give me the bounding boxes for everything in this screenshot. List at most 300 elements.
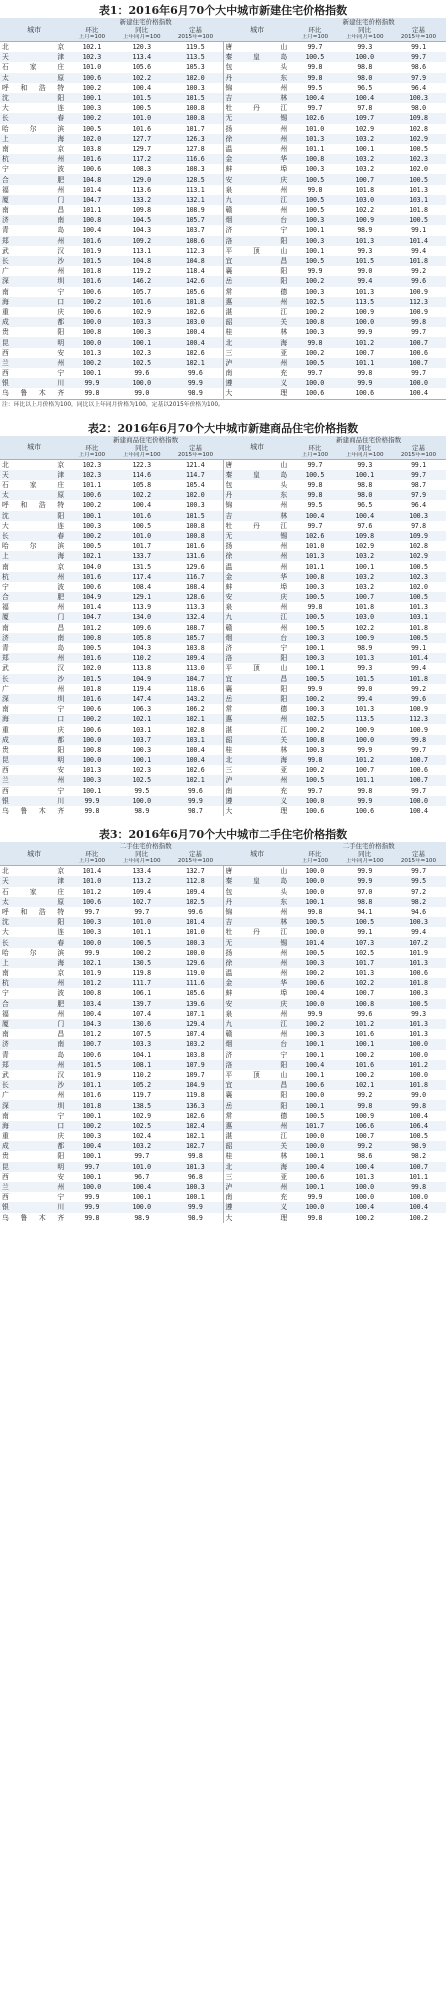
header-group-left: 新建商品住宅价格指数: [68, 436, 223, 444]
index-value-cell: 100.0: [115, 796, 167, 806]
index-value-cell: 99.3: [411, 1009, 426, 1018]
table-row: [0, 490, 446, 500]
city-name-cell: 上 海: [0, 134, 68, 144]
index-value-cell: 100.5: [305, 206, 324, 215]
index-value-cell: 99.3: [357, 246, 372, 255]
city-name-cell: 徐 州: [223, 958, 291, 968]
index-value-cell: 100.3: [305, 582, 324, 591]
index-value-cell: 109.8: [338, 531, 390, 541]
index-value-cell: 103.2: [168, 1039, 223, 1049]
city-name-cell: 呼和浩特: [2, 83, 65, 92]
city-name-cell: 赣 州: [223, 623, 291, 633]
index-value-cell: 100.9: [409, 725, 428, 734]
city-name-cell: 北 京: [2, 460, 65, 469]
index-value-cell: 99.3: [357, 460, 373, 469]
city-name-cell: 惠 州: [223, 714, 291, 724]
table-row: [0, 937, 446, 947]
table-row: [0, 927, 446, 937]
index-value-cell: 100.2: [68, 358, 115, 368]
index-value-cell: 104.7: [68, 195, 115, 205]
index-value-cell: 101.1: [338, 358, 390, 368]
index-value-cell: 132.4: [168, 612, 223, 622]
city-name-cell: 丹 东: [223, 897, 291, 907]
index-value-cell: 119.7: [132, 1091, 151, 1100]
city-name-cell: 三 亚: [223, 348, 291, 358]
table-row: [0, 745, 446, 755]
index-value-cell: 96.4: [411, 83, 426, 92]
index-value-cell: 100.9: [338, 633, 390, 643]
index-value-cell: 102.1: [168, 775, 223, 785]
index-value-cell: 143.2: [168, 694, 223, 704]
city-name-cell: 蚌 埠: [223, 988, 291, 998]
table-row: [0, 1019, 446, 1029]
table-row: [0, 103, 446, 113]
index-value-cell: 104.8: [115, 256, 167, 266]
city-name-cell: 泸 州: [223, 775, 291, 785]
index-value-cell: 98.9: [391, 1141, 446, 1151]
index-value-cell: 100.3: [291, 215, 338, 225]
index-value-cell: 102.5: [115, 775, 167, 785]
city-name-cell: 牡丹江: [223, 521, 291, 531]
index-value-cell: 100.5: [291, 775, 338, 785]
table-row: [0, 735, 446, 745]
index-value-cell: 139.7: [115, 999, 167, 1009]
index-value-cell: 101.4: [82, 867, 101, 876]
index-value-cell: 102.5: [115, 1121, 167, 1131]
index-value-cell: 104.5: [115, 215, 167, 225]
block-gap: [0, 1223, 446, 1231]
city-name-cell: 太 原: [0, 897, 68, 907]
header-db: 定基: [168, 26, 223, 34]
city-name-cell: 襄 阳: [223, 266, 291, 276]
index-value-cell: 113.4: [115, 52, 167, 62]
index-value-cell: 99.7: [307, 369, 323, 378]
index-value-cell: 100.7: [391, 358, 446, 368]
index-value-cell: 101.1: [82, 481, 101, 490]
index-value-cell: 100.3: [82, 928, 101, 937]
index-value-cell: 104.8: [68, 174, 115, 184]
index-value-cell: 100.5: [132, 104, 151, 113]
index-value-cell: 129.4: [168, 1019, 223, 1029]
table-row: [0, 684, 446, 694]
index-value-cell: 101.2: [338, 1019, 390, 1029]
index-value-cell: 100.9: [409, 705, 428, 714]
index-value-cell: 100.7: [391, 775, 446, 785]
index-value-cell: 100.3: [186, 501, 205, 510]
index-value-cell: 102.1: [168, 714, 223, 724]
index-value-cell: 94.6: [411, 907, 426, 916]
index-value-cell: 100.2: [305, 348, 324, 357]
table-row: [0, 948, 446, 958]
index-value-cell: 101.0: [115, 113, 167, 123]
index-value-cell: 96.8: [187, 1172, 203, 1181]
index-value-cell: 99.0: [134, 389, 149, 398]
index-value-cell: 108.4: [132, 582, 151, 591]
index-value-cell: 98.0: [411, 104, 426, 113]
index-value-cell: 101.8: [409, 206, 428, 215]
index-value-cell: 100.0: [291, 876, 338, 886]
index-value-cell: 99.5: [391, 876, 446, 886]
city-name-cell: 泉 州: [223, 602, 291, 612]
index-value-cell: 101.3: [355, 705, 374, 714]
city-name-cell: 长 沙: [0, 1080, 68, 1090]
table-row: [0, 958, 446, 968]
subheader-hb: 上月=100: [68, 34, 115, 42]
index-value-cell: 100.7: [355, 989, 374, 998]
index-value-cell: 101.3: [168, 1162, 223, 1172]
table-row: [0, 1100, 446, 1110]
index-value-cell: 102.0: [82, 664, 101, 673]
index-value-cell: 100.0: [391, 796, 446, 806]
block-gap: [0, 410, 446, 418]
index-value-cell: 103.3: [115, 1039, 167, 1049]
index-value-cell: 114.7: [168, 470, 223, 480]
city-name-cell: 兰 州: [0, 358, 68, 368]
index-value-cell: 100.4: [338, 511, 390, 521]
index-value-cell: 100.2: [355, 1213, 374, 1222]
index-value-cell: 96.5: [357, 83, 372, 92]
table-row: [0, 592, 446, 602]
header-group-left: 二手住宅价格指数: [68, 842, 223, 850]
table-row: [0, 643, 446, 653]
table-row: [0, 1090, 446, 1100]
index-value-cell: 98.9: [357, 644, 373, 653]
index-value-cell: 107.5: [132, 1030, 151, 1039]
city-name-cell: 锦 州: [223, 500, 291, 510]
city-name-cell: 平顶山: [223, 1070, 291, 1080]
city-name-cell: 惠 州: [223, 1121, 291, 1131]
index-value-cell: 101.3: [291, 551, 338, 561]
index-value-cell: 102.5: [291, 297, 338, 307]
index-value-cell: 97.9: [391, 73, 446, 83]
price-index-table: [0, 842, 446, 1223]
index-value-cell: 102.3: [391, 154, 446, 164]
index-value-cell: 108.6: [168, 236, 223, 246]
index-value-cell: 99.9: [68, 796, 115, 806]
index-value-cell: 100.1: [291, 1182, 338, 1192]
city-name-cell: 无 锡: [223, 113, 291, 123]
city-name-cell: 石家庄: [2, 481, 65, 490]
index-value-cell: 103.2: [115, 1141, 167, 1151]
city-name-cell: 湛 江: [223, 307, 291, 317]
index-value-cell: 101.6: [355, 1030, 374, 1039]
city-name-cell: 哈尔滨: [2, 124, 65, 133]
index-value-cell: 100.9: [355, 307, 374, 316]
table-row: [0, 317, 446, 327]
index-value-cell: 102.8: [409, 542, 428, 551]
index-value-cell: 100.3: [68, 775, 115, 785]
index-value-cell: 99.9: [68, 1202, 115, 1212]
subheader-db: 2015年=100: [168, 34, 223, 42]
index-value-cell: 102.9: [132, 1111, 151, 1120]
city-name-cell: 秦皇岛: [223, 876, 291, 886]
index-value-cell: 100.3: [132, 745, 151, 754]
index-value-cell: 102.7: [115, 897, 167, 907]
city-name-cell: 郑 州: [0, 653, 68, 663]
index-value-cell: 101.6: [68, 653, 115, 663]
index-value-cell: 100.1: [82, 1152, 101, 1161]
index-value-cell: 100.3: [305, 705, 324, 714]
index-value-cell: 98.9: [187, 1213, 203, 1222]
table-row: [0, 388, 446, 398]
index-value-cell: 99.4: [338, 276, 390, 286]
header-hb-right: 环比: [291, 850, 338, 858]
index-value-cell: 101.2: [82, 623, 101, 632]
index-value-cell: 100.8: [291, 572, 338, 582]
table-row: [0, 999, 446, 1009]
index-value-cell: 119.4: [132, 684, 151, 693]
index-value-cell: 101.6: [68, 154, 115, 164]
index-value-cell: 132.1: [168, 195, 223, 205]
city-name-cell: 成 都: [0, 1141, 68, 1151]
index-value-cell: 100.0: [68, 337, 115, 347]
table-row: [0, 1039, 446, 1049]
index-value-cell: 98.2: [391, 897, 446, 907]
city-name-cell: 南 宁: [2, 287, 65, 296]
city-name-cell: 金 华: [223, 572, 291, 582]
index-value-cell: 100.6: [82, 705, 101, 714]
index-value-cell: 100.8: [338, 999, 390, 1009]
header-group-right: 新建住宅价格指数: [291, 18, 446, 26]
table-row: [0, 876, 446, 886]
subheader-hb: 上月=100: [68, 858, 115, 866]
header-db: 定基: [168, 444, 223, 452]
index-value-cell: 105.6: [132, 63, 151, 72]
index-value-cell: 99.3: [357, 664, 373, 673]
city-name-cell: 包 头: [223, 62, 291, 72]
index-value-cell: 101.6: [68, 572, 115, 582]
index-value-cell: 105.7: [168, 215, 223, 225]
index-value-cell: 99.7: [391, 52, 446, 62]
city-name-cell: 遵 义: [223, 1202, 291, 1212]
index-value-cell: 100.8: [68, 633, 115, 643]
city-name-cell: 唐 山: [223, 866, 291, 877]
index-value-cell: 99.4: [411, 246, 426, 255]
index-value-cell: 100.7: [355, 348, 374, 357]
index-value-cell: 101.6: [115, 297, 167, 307]
city-name-cell: 成 都: [0, 735, 68, 745]
city-name-cell: 襄 阳: [223, 1090, 291, 1100]
city-name-cell: 湛 江: [223, 1131, 291, 1141]
index-value-cell: 104.1: [132, 1050, 151, 1059]
index-value-cell: 100.5: [82, 124, 101, 133]
index-value-cell: 114.6: [115, 470, 167, 480]
city-name-cell: 海 口: [0, 1121, 68, 1131]
index-value-cell: 109.2: [115, 236, 167, 246]
index-value-cell: 100.1: [68, 511, 115, 521]
index-value-cell: 100.4: [168, 755, 223, 765]
city-name-cell: 大 连: [2, 521, 65, 530]
index-value-cell: 112.8: [168, 876, 223, 886]
table-row: [0, 786, 446, 796]
table-row: [0, 42, 446, 53]
index-value-cell: 99.7: [307, 460, 323, 469]
table-row: [0, 561, 446, 571]
index-value-cell: 100.0: [338, 52, 390, 62]
city-name-cell: 金 华: [223, 154, 291, 164]
index-value-cell: 130.6: [115, 1019, 167, 1029]
index-value-cell: 102.5: [355, 948, 374, 957]
index-value-cell: 133.2: [115, 195, 167, 205]
index-value-cell: 103.1: [132, 725, 151, 734]
index-value-cell: 100.0: [68, 317, 115, 327]
city-name-cell: 宁 波: [2, 165, 65, 174]
index-value-cell: 104.8: [168, 256, 223, 266]
index-value-cell: 103.0: [338, 195, 390, 205]
city-name-cell: 兰 州: [0, 775, 68, 785]
city-name-cell: 青 岛: [2, 644, 65, 653]
index-value-cell: 100.8: [168, 113, 223, 123]
index-value-cell: 101.0: [186, 928, 205, 937]
index-value-cell: 97.0: [357, 887, 372, 896]
city-name-cell: 南 京: [2, 969, 65, 978]
city-name-cell: 兰 州: [0, 1182, 68, 1192]
city-name-cell: 武 汉: [2, 246, 65, 255]
index-value-cell: 100.3: [391, 511, 446, 521]
city-name-cell: 贵 阳: [2, 1152, 65, 1161]
index-value-cell: 100.4: [186, 328, 205, 337]
table-row: [0, 348, 446, 358]
index-value-cell: 100.5: [82, 644, 101, 653]
index-value-cell: 105.4: [186, 481, 205, 490]
index-value-cell: 97.2: [411, 887, 426, 896]
index-value-cell: 103.8: [82, 144, 101, 153]
index-value-cell: 99.7: [307, 786, 323, 795]
city-name-cell: 乌鲁木齐: [2, 389, 65, 398]
index-value-cell: 106.2: [186, 705, 205, 714]
city-name-cell: 韶 关: [223, 317, 291, 327]
index-value-cell: 100.3: [305, 745, 324, 754]
city-name-cell: 唐 山: [223, 42, 291, 53]
index-value-cell: 103.0: [338, 612, 390, 622]
index-value-cell: 100.1: [291, 1039, 338, 1049]
index-value-cell: 99.7: [411, 328, 426, 337]
index-value-cell: 100.5: [409, 1132, 428, 1141]
city-name-cell: 九 江: [223, 1019, 291, 1029]
city-name-cell: 太 原: [0, 73, 68, 83]
table-title: 表2：2016年6月70个大中城市新建商品住宅价格指数: [87, 421, 359, 435]
index-value-cell: 119.0: [186, 969, 205, 978]
index-value-cell: 99.9: [357, 867, 372, 876]
header-hb-right: 环比: [291, 444, 338, 452]
index-value-cell: 101.0: [305, 124, 324, 133]
index-value-cell: 99.8: [338, 1100, 390, 1110]
table-row: [0, 246, 446, 256]
index-value-cell: 113.8: [132, 664, 151, 673]
city-name-cell: 贵 阳: [2, 745, 65, 754]
index-value-cell: 102.5: [168, 897, 223, 907]
index-value-cell: 100.8: [68, 215, 115, 225]
index-value-cell: 102.5: [115, 358, 167, 368]
index-value-cell: 100.5: [291, 917, 338, 927]
index-value-cell: 100.2: [305, 307, 324, 316]
city-name-cell: 青 岛: [2, 1050, 65, 1059]
index-value-cell: 100.1: [82, 1172, 101, 1181]
index-value-cell: 100.9: [338, 215, 390, 225]
index-value-cell: 100.5: [391, 592, 446, 602]
header-hb: 环比: [68, 26, 115, 34]
index-value-cell: 98.0: [338, 73, 390, 83]
index-value-cell: 109.4: [168, 653, 223, 663]
index-value-cell: 100.1: [291, 897, 338, 907]
index-value-cell: 99.1: [357, 928, 372, 937]
index-value-cell: 100.5: [391, 174, 446, 184]
table-row: [0, 775, 446, 785]
index-value-cell: 98.7: [187, 807, 203, 816]
city-name-cell: 济 宁: [223, 225, 291, 235]
table-row: [0, 1080, 446, 1090]
index-value-cell: 105.7: [132, 287, 151, 296]
index-value-cell: 100.0: [338, 735, 390, 745]
header-city-right: 城市: [223, 842, 291, 866]
table-row: [0, 633, 446, 643]
city-name-cell: 九 江: [223, 195, 291, 205]
index-value-cell: 100.6: [82, 287, 101, 296]
index-value-cell: 100.2: [68, 1121, 115, 1131]
city-name-cell: 南 昌: [2, 623, 65, 632]
subheader-tb: 上年同月=100: [115, 452, 167, 460]
index-value-cell: 113.5: [338, 297, 390, 307]
index-value-cell: 147.4: [115, 694, 167, 704]
index-value-cell: 100.0: [115, 1202, 167, 1212]
table-row: [0, 907, 446, 917]
city-name-cell: 济 南: [0, 215, 68, 225]
index-value-cell: 99.8: [391, 1100, 446, 1110]
city-name-cell: 南 昌: [2, 1030, 65, 1039]
city-name-cell: 西 安: [2, 348, 65, 357]
index-value-cell: 101.5: [168, 93, 223, 103]
index-value-cell: 108.9: [186, 206, 205, 215]
index-value-cell: 100.5: [338, 917, 390, 927]
city-name-cell: 贵 阳: [2, 328, 65, 337]
index-value-cell: 133.7: [115, 551, 167, 561]
index-value-cell: 103.3: [115, 317, 167, 327]
index-value-cell: 101.4: [168, 917, 223, 927]
table-row: [0, 1172, 446, 1182]
index-value-cell: 98.6: [357, 1152, 372, 1161]
table-block-2: [0, 418, 446, 825]
index-value-cell: 99.8: [307, 907, 323, 916]
table-row: [0, 327, 446, 337]
index-value-cell: 104.3: [68, 1019, 115, 1029]
index-value-cell: 100.5: [291, 52, 338, 62]
index-value-cell: 106.3: [132, 705, 151, 714]
index-value-cell: 100.2: [291, 276, 338, 286]
index-value-cell: 100.3: [291, 236, 338, 246]
index-value-cell: 99.1: [411, 43, 426, 52]
index-value-cell: 101.3: [391, 958, 446, 968]
city-name-cell: 丹 东: [223, 490, 291, 500]
index-value-cell: 99.8: [291, 73, 338, 83]
index-value-cell: 101.1: [305, 144, 324, 153]
index-value-cell: 102.2: [115, 73, 167, 83]
index-value-cell: 100.5: [391, 215, 446, 225]
index-value-cell: 101.8: [168, 297, 223, 307]
index-value-cell: 102.0: [168, 490, 223, 500]
city-name-cell: 温 州: [223, 144, 291, 154]
index-value-cell: 105.8: [115, 633, 167, 643]
index-value-cell: 99.7: [134, 907, 149, 916]
index-value-cell: 102.1: [168, 358, 223, 368]
index-value-cell: 112.3: [391, 297, 446, 307]
index-value-cell: 101.5: [115, 93, 167, 103]
index-value-cell: 100.2: [68, 297, 115, 307]
city-name-cell: 南 充: [223, 368, 291, 378]
index-value-cell: 107.4: [132, 1009, 151, 1018]
price-index-table: [0, 18, 446, 399]
index-value-cell: 102.6: [186, 348, 205, 357]
city-name-cell: 赣 州: [223, 205, 291, 215]
